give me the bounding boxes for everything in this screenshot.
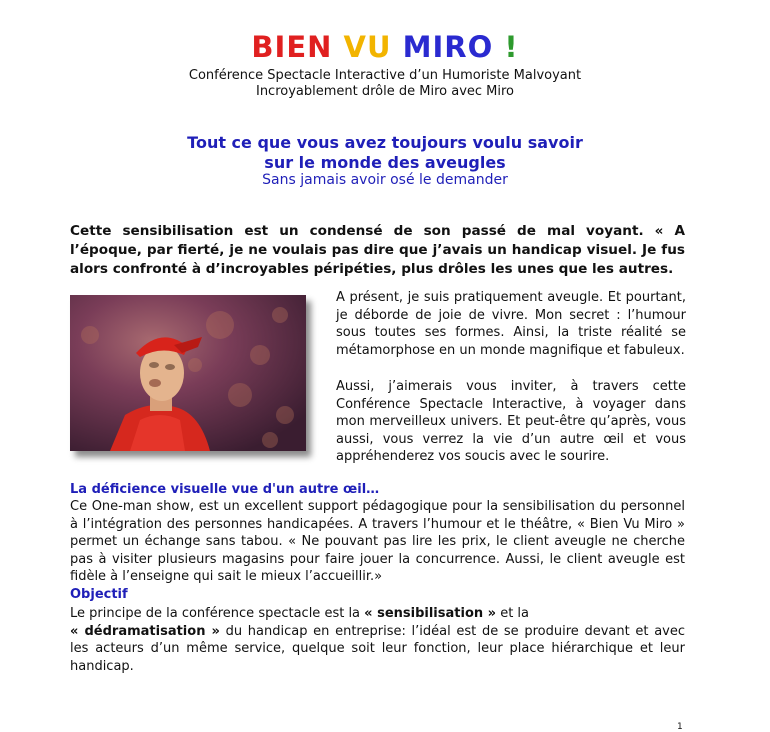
section-body-objectif [70, 605, 685, 675]
side-paragraph-2: Aussi, j’aimerais vous inviter, à travers cette Conférence Spectacle Interactive, à voyager dans mon merveilleux univers. Et peut-être qu’après, vous aussi, vous verrez la vie d’un autre œil et vous appréhenderez vos soucis avec le sourire. [336, 379, 686, 464]
subtitle [0, 68, 770, 100]
objectif-bold-sensibilisation: « sensibilisation » [364, 606, 497, 621]
title-letter: I [274, 30, 287, 64]
section-heading-deficience: La déficience visuelle vue d'un autre œil… [70, 482, 380, 497]
objectif-text-1: Le principe de la conférence spectacle est la [70, 606, 365, 621]
subtitle-line-1: Conférence Spectacle Interactive d’un Humoriste Malvoyant [188, 68, 582, 83]
objectif-text-3: du handicap en entreprise: l’idéal est de se produire devant et avec les acteurs d’un même service, quelque soit leur fonction, leur place hiérarchique et leur handicap. [70, 623, 685, 674]
title-letter: V [343, 30, 367, 64]
headline-sub: Sans jamais avoir osé le demander [262, 172, 508, 188]
title-letter: O [467, 30, 505, 64]
title-letter: E [286, 30, 308, 64]
document-title [0, 30, 770, 64]
page-mark: 1 [677, 722, 683, 732]
title-letter: I [432, 30, 445, 64]
objectif-bold-dedramatisation: « dédramatisation » [70, 623, 220, 639]
title-letter: U [366, 30, 403, 64]
title-letter: N [307, 30, 344, 64]
headline-line-2: sur le monde des aveugles [264, 153, 506, 172]
performer-illustration [70, 295, 306, 451]
title-letter: ! [504, 30, 519, 64]
side-paragraph-1: A présent, je suis pratiquement aveugle. Et pourtant, je déborde de joie de vivre. Mon secret : l’humour sous toutes ses formes. Ainsi, la triste réalité se métamorphose en un monde magnifique et fabuleux. [336, 290, 686, 358]
section-body-deficience: Ce One-man show, est un excellent support pédagogique pour la sensibilisation du personnel à l’intégration des personnes handicapées. A travers l’humour et le théâtre, « Bien Vu Miro » permet un échange sans tabou. « Ne pouvant pas lire les prix, le client aveugle ne cherche pas à visiter plusieurs magasins pour faire jouer la concurrence. Aussi, le client aveugle est fidèle à l’enseigne qui sait le mieux l’accueillir.» [70, 499, 685, 584]
objectif-text-2: et la [496, 606, 530, 621]
title-letter: B [251, 30, 275, 64]
title-letter: M [402, 30, 433, 64]
headline [0, 133, 770, 173]
title-letter: R [444, 30, 468, 64]
performer-photo [70, 295, 306, 451]
subtitle-line-2: Incroyablement drôle de Miro avec Miro [255, 84, 515, 99]
intro-paragraph: Cette sensibilisation est un condensé de son passé de mal voyant. « A l’époque, par fierté, je ne voulais pas dire que j’avais un handicap visuel. Je fus alors confronté à d’incroyables péripéties, plus drôles les unes que les autres. [70, 223, 685, 277]
headline-line-1: Tout ce que vous avez toujours voulu savoir [187, 133, 583, 152]
section-heading-objectif: Objectif [70, 587, 128, 602]
